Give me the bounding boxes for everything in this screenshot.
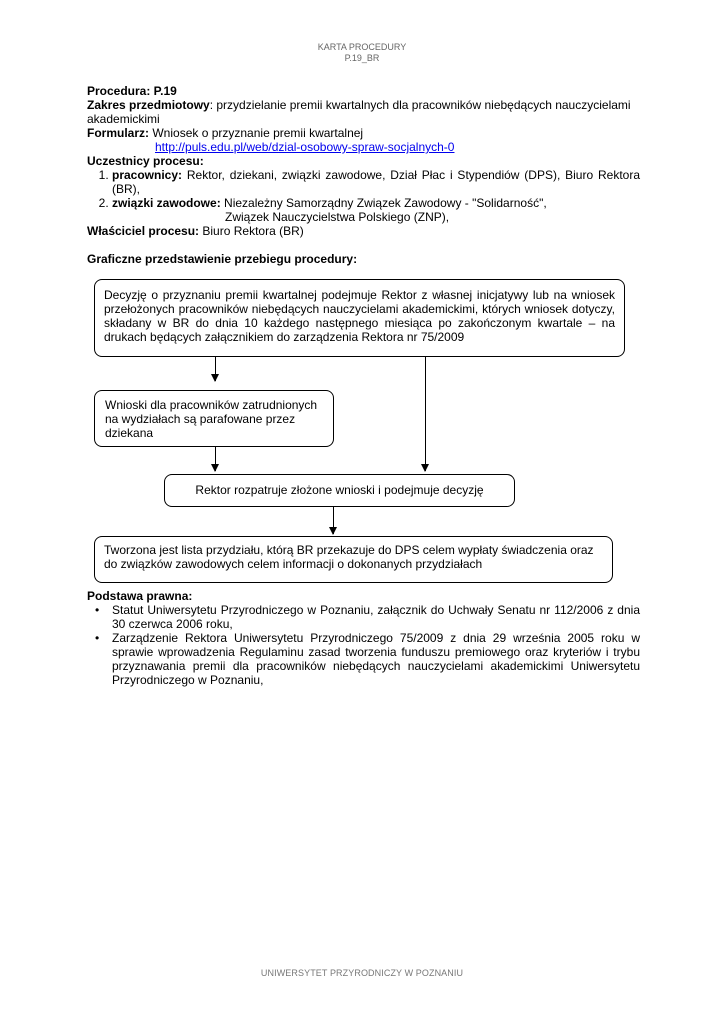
legal-title: Podstawa prawna: <box>87 589 193 603</box>
legal-item: • Zarządzenie Rektora Uniwersytetu Przyrodniczego 75/2009 z dnia 29 września 2005 roku w sprawie wprowadzenia Regulaminu zasad tworzenia funduszu premiowego oraz kryteriów i trybu przyznawania premii dla pracowników niebędących nauczycielami akademickimi Uniwersytetu Przyrodniczego w Poznaniu, <box>112 631 640 687</box>
scope-label: Zakres przedmiotowy <box>87 98 210 112</box>
owner-text: Biuro Rektora (BR) <box>199 224 304 238</box>
flow-box-list: Tworzona jest lista przydziału, którą BR przekazuje do DPS celem wypłaty świadczenia oraz do związków zawodowych celem informacji o dokonanych przydziałach <box>94 536 613 583</box>
form-text: Wniosek o przyznanie premii kwartalnej <box>149 126 364 140</box>
arrow-down-1 <box>215 357 216 381</box>
arrow-down-3 <box>215 447 216 471</box>
header-title: KARTA PROCEDURY <box>317 42 407 52</box>
header-code: P.19_BR <box>344 53 380 63</box>
page-footer: UNIWERSYTET PRZYRODNICZY W POZNANIU <box>260 968 464 978</box>
participant-item-continuation: Związek Nauczycielstwa Polskiego (ZNP), <box>225 210 450 224</box>
form <box>87 126 640 140</box>
procedure-label: Procedura: P.19 <box>87 84 177 98</box>
flow-box-dean: Wnioski dla pracowników zatrudnionych na wydziałach są parafowane przez dziekana <box>94 390 334 447</box>
form-link-line <box>87 140 640 154</box>
form-label: Formularz: <box>87 126 150 140</box>
legal-section <box>87 589 640 687</box>
participant-item: 2. związki zawodowe: Niezależny Samorządny Związek Zawodowy - "Solidarność", Związek Nauczycielstwa Polskiego (ZNP), <box>112 196 640 224</box>
arrow-down-4 <box>333 507 334 534</box>
flow-box-decision: Decyzję o przyznaniu premii kwartalnej podejmuje Rektor z własnej inicjatywy lub na wniosek przełożonych pracowników niebędących nauczycielami akademickimi, których wniosek dotyczy, składany w BR do dnia 10 każdego następnego miesiąca po zakończonym kwartale – na drukach będących załącznikiem do zarządzenia Rektora nr 75/2009 <box>94 279 625 357</box>
form-link[interactable]: http://puls.edu.pl/web/dzial-osobowy-spraw-socjalnych-0 <box>155 140 455 154</box>
participants-label: Uczestnicy procesu: <box>87 154 204 168</box>
flow-box-rector: Rektor rozpatruje złożone wnioski i podejmuje decyzję <box>164 474 515 507</box>
scope-text: : przydzielanie premii kwartalnych dla pracowników niebędących nauczycielami akademickimi <box>87 98 631 126</box>
legal-item: • Statut Uniwersytetu Przyrodniczego w Poznaniu, załącznik do Uchwały Senatu nr 112/2006 z dnia 30 czerwca 2006 roku, <box>112 603 640 631</box>
owner <box>87 224 640 238</box>
flow-title: Graficzne przedstawienie przebiegu procedury: <box>87 252 358 266</box>
owner-label: Właściciel procesu: <box>87 224 200 238</box>
page-header <box>0 42 724 64</box>
legal-list <box>87 603 640 687</box>
arrow-down-2 <box>425 357 426 471</box>
participants-list <box>87 168 640 224</box>
scope <box>87 98 640 126</box>
document-body <box>87 84 640 266</box>
participant-item: 1. pracownicy: Rektor, dziekani, związki zawodowe, Dział Płac i Stypendiów (DPS), Biuro Rektora (BR), <box>112 168 640 196</box>
